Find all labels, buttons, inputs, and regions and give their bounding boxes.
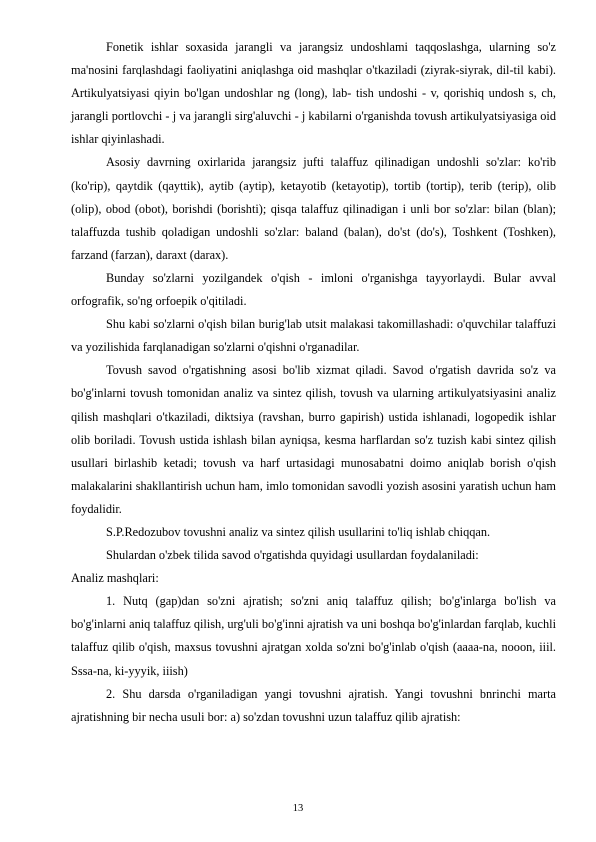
paragraph: S.P.Redozubov tovushni analiz va sintez qilish usullarini to'liq ishlab chiqqan. bbox=[106, 524, 491, 539]
page-number: 13 bbox=[292, 803, 304, 814]
body-text bbox=[71, 36, 556, 729]
paragraph: 1. Nutq (gap)dan so'zni ajratish; so'zni aniq talaffuz qilish; bo'g'inlarga bo'lish va bo'g'inlarni aniq talaffuz qilish, urg'uli bo'g'inni ajratish va uni boshqa bo'g'inlardan farqlab, kuchli talaffuz qilib o'qish, maxsus tovushni ajratgan xolda so'zni bo'g'inlab o'qish (aaaa-na, nooon, iiil. Sssa-na, ki-yyyik, iiish) bbox=[71, 594, 556, 678]
paragraph: Asosiy davrning oxirlarida jarangsiz jufti talaffuz qilinadigan undoshli so'zlar: ko'rib (ko'rip), qaytdik (qayttik), aytib (aytip), ketayotib (ketayotip), tortib (tortip), terib (terip), olib (olip), obod (obot), borishdi (borishti); qisqa talaffuz qilinadigan i unli bor so'zlar: bilan (blan); talaffuzda tushib qoladigan undoshli so'zlar: baland (balan), do'st (do's), Toshkent (Toshken), farzand (farzan), daraxt (darax). bbox=[71, 155, 556, 262]
paragraph: Analiz mashqlari: bbox=[71, 571, 159, 586]
paragraph: 2. Shu darsda o'rganiladigan yangi tovushni ajratish. Yangi tovushni bnrinchi marta ajratishning bir necha usuli bor: a) so'zdan tovushni uzun talaffuz qilib ajratish: bbox=[71, 686, 556, 724]
paragraph: Tovush savod o'rgatishning asosi bo'lib xizmat qiladi. Savod o'rgatish davrida so'z va bo'g'inlarni tovush tomonidan analiz va sintez qilish, tovush va ularning artikulyatsiyasini analiz qilish mashqlari o'tkaziladi, diktsiya (ravshan, burro gapirish) ustida ishlanadi, logopedik ishlar olib boriladi. Tovush ustida ishlash bilan ayniqsa, kesma harflardan so'z tuzish kabi sintez qilish usullari birlashib ketadi; tovush va harf urtasidagi munosabatni doimo aniqlab borish o'qish malakalarini shakllantirish uchun ham, imlo tomonidan savodli yozish asosini yaratish uchun ham foydalidir. bbox=[71, 363, 556, 516]
paragraph: Shulardan o'zbek tilida savod o'rgatishda quyidagi usullardan foydalaniladi: bbox=[106, 548, 479, 563]
paragraph: Fonetik ishlar soxasida jarangli va jarangsiz undoshlami taqqoslashga, ularning so'z ma'nosini farqlashdagi faoliyatini aniqlashga oid mashqlar o'tkaziladi (ziyrak-siyrak, dil-til kabi). Artikulyatsiyasi qiyin bo'lgan undoshlar ng (long), lab- tish undoshi - v, qorishiq undosh s, ch, jarangli portlovchi - j va jarangli sirg'aluvchi - j kabilarni o'rganishda tovush artikulyatsiyasiga oid ishlar qiyinlashadi. bbox=[71, 40, 556, 147]
paragraph: Bunday so'zlarni yozilgandek o'qish - imloni o'rganishga tayyorlaydi. Bular avval orfografik, so'ng orfoepik o'qitiladi. bbox=[71, 270, 556, 309]
paragraph: Shu kabi so'zlarni o'qish bilan burig'lab utsit malakasi takomillashadi: o'quvchilar talaffuzi va yozilishida farqlanadigan so'zlarni o'qishni o'rganadilar. bbox=[71, 317, 556, 355]
